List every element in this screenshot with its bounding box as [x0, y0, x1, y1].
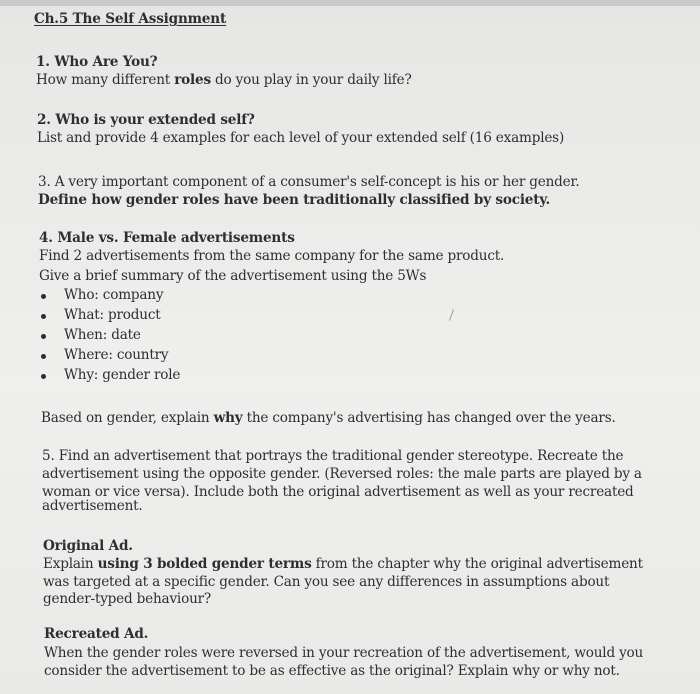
original-line2: was targeted at a specific gender. Can you see any differences in assumptions about [43, 574, 610, 590]
q4-explain-post: the company's advertising has changed over the years. [246, 410, 616, 426]
q1-post: do you play in your daily life? [215, 72, 412, 88]
q5-line3: woman or vice versa). Include both the original advertisement as well as your recreated [42, 484, 634, 500]
q4-explain-pre: Based on gender, explain [41, 410, 210, 426]
bullet-when: When: date [64, 327, 141, 343]
q4-line1: Find 2 advertisements from the same company for the same product. [39, 248, 505, 264]
q4-line2: Give a brief summary of the advertisement using the 5Ws [39, 268, 427, 284]
q4-heading: 4. Male vs. Female advertisements [39, 230, 295, 246]
q3-line1: 3. A very important component of a consumer's self-concept is his or her gender. [38, 174, 580, 190]
q5-line4: advertisement. [42, 498, 143, 514]
bullet-dot [41, 314, 46, 319]
q2-text: List and provide 4 examples for each level of your extended self (16 examples) [37, 130, 565, 146]
original-line1 [43, 556, 643, 573]
q1-text [36, 72, 412, 89]
recreated-line1: When the gender roles were reversed in your recreation of the advertisement, would you [44, 645, 644, 661]
bullet-dot [41, 354, 46, 359]
q4-explain [41, 410, 616, 427]
recreated-heading: Recreated Ad. [44, 626, 149, 642]
bullet-why: Why: gender role [64, 367, 181, 383]
original-heading: Original Ad. [43, 538, 133, 554]
bullet-who: Who: company [64, 287, 164, 303]
bullet-where: Where: country [64, 347, 169, 363]
bullet-dot [41, 374, 46, 379]
recreated-line2: consider the advertisement to be as effective as the original? Explain why or why not. [44, 663, 620, 679]
document-title: Ch.5 The Self Assignment [34, 11, 227, 27]
q1-pre: How many different [36, 72, 171, 88]
original-pre: Explain [43, 556, 94, 572]
original-bold: using 3 bolded gender terms [97, 556, 312, 572]
q4-explain-bold: why [213, 410, 243, 426]
bullet-what: What: product [64, 307, 161, 323]
text-cursor-mark [449, 309, 454, 321]
q3-line2: Define how gender roles have been traditionally classified by society. [38, 192, 550, 208]
original-line3: gender-typed behaviour? [43, 591, 212, 607]
q5-line1: 5. Find an advertisement that portrays the traditional gender stereotype. Recreate the [42, 448, 624, 464]
q2-heading: 2. Who is your extended self? [37, 112, 255, 128]
q1-bold: roles [174, 72, 211, 88]
q1-heading: 1. Who Are You? [36, 54, 158, 70]
bullet-dot [41, 334, 46, 339]
original-post: from the chapter why the original advertisement [315, 556, 643, 572]
bullet-dot [41, 294, 46, 299]
q5-line2: advertisement using the opposite gender. (Reversed roles: the male parts are played by a [42, 466, 642, 482]
